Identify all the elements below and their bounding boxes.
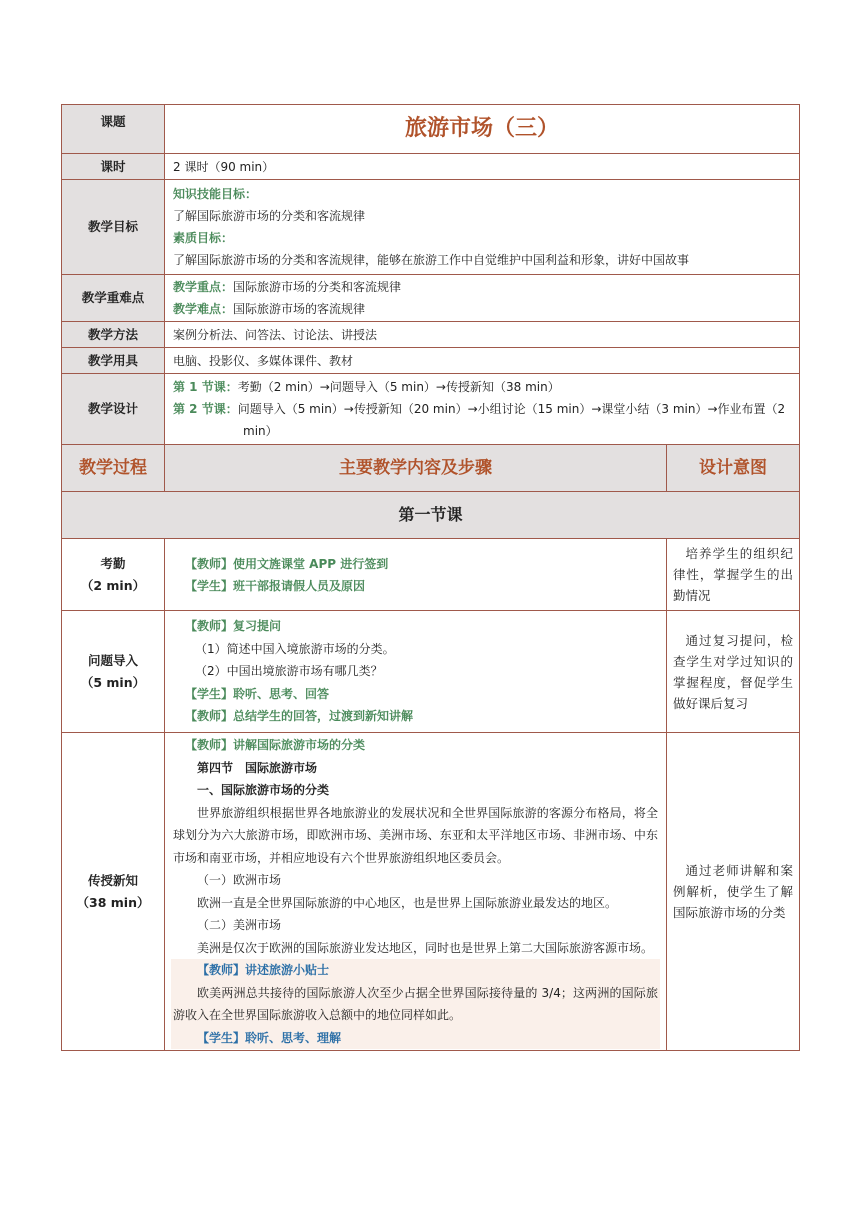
intro-time: （5 min）	[80, 674, 146, 690]
intro-line4: 【学生】聆听、思考、回答	[185, 686, 330, 701]
hours-label: 课时	[62, 154, 165, 180]
objectives-cell	[165, 180, 800, 275]
teach-h2: （二）美洲市场	[197, 918, 282, 932]
difficult-label: 教学难点：	[173, 302, 234, 316]
teach-label-cell	[62, 733, 165, 1051]
travel-tip-box	[171, 959, 660, 1049]
section-title: 第一节课	[62, 492, 800, 539]
key-text: 国际旅游市场的分类和客流规律	[233, 280, 402, 294]
intro-intent: 通过复习提问，检查学生对学过知识的掌握程度，督促学生做好课后复习	[666, 611, 799, 733]
difficult-text: 国际旅游市场的客流规律	[233, 302, 366, 316]
design-label: 教学设计	[62, 374, 165, 445]
intro-q2: （2）中国出境旅游市场有哪几类？	[195, 664, 383, 679]
tip-text: 欧美两洲总共接待的国际旅游人次至少占据全世界国际接待量的 3/4；这两洲的国际旅游收入在全世界国际旅游收入总额中的地位同样如此。	[173, 985, 658, 1022]
objectives-label: 教学目标	[62, 180, 165, 275]
knowledge-label: 知识技能目标：	[173, 187, 258, 201]
teach-line1: 【教师】讲解国际旅游市场的分类	[185, 738, 366, 752]
teach-para2: 欧洲一直是全世界国际旅游的中心地区，也是世界上国际旅游业最发达的地区。	[197, 895, 618, 910]
topic-label: 课题	[62, 105, 165, 154]
intro-content	[165, 611, 667, 733]
teach-content	[165, 733, 667, 1051]
keypoints-label: 教学重难点	[62, 275, 165, 322]
teach-label: 传授新知	[87, 872, 138, 888]
design1-label: 第 1 节课：	[173, 380, 238, 394]
lesson-plan-table	[61, 104, 800, 1051]
attendance-time: （2 min）	[80, 577, 146, 593]
tools-label: 教学用具	[62, 348, 165, 374]
intro-line5: 【教师】总结学生的回答，过渡到新知讲解	[185, 709, 414, 724]
attendance-line1: 【教师】使用文旌课堂 APP 进行签到	[185, 556, 389, 571]
attendance-label-cell	[62, 539, 165, 611]
teach-intent: 通过老师讲解和案例解析，使学生了解国际旅游市场的分类	[666, 733, 799, 1051]
keypoints-cell	[165, 275, 800, 322]
lesson-title: 旅游市场（三）	[165, 105, 800, 154]
teach-para1: 世界旅游组织根据世界各地旅游业的发展状况和全世界国际旅游的客源分布格局，将全球划分为六大旅游市场，即欧洲市场、美洲市场、东亚和太平洋地区市场、非洲市场、中东市场和南亚市场，并相应地设有六个世界旅游组织地区委员会。	[173, 805, 658, 865]
intro-line1: 【教师】复习提问	[185, 619, 282, 634]
teach-sub1: 一、国际旅游市场的分类	[197, 783, 330, 797]
attendance-content	[165, 539, 667, 611]
attendance-line2: 【学生】班干部报请假人员及原因	[185, 578, 366, 593]
intro-label-cell	[62, 611, 165, 733]
design-cell	[165, 374, 800, 445]
quality-label: 素质目标：	[173, 231, 234, 245]
attendance-intent: 培养学生的组织纪律性，掌握学生的出勤情况	[666, 539, 799, 611]
design1-text: 考勤（2 min）→问题导入（5 min）→传授新知（38 min）	[237, 380, 560, 394]
header-process: 教学过程	[62, 445, 165, 492]
teach-student: 【学生】聆听、思考、理解	[197, 1030, 342, 1045]
knowledge-text: 了解国际旅游市场的分类和客流规律	[173, 209, 366, 223]
header-content: 主要教学内容及步骤	[165, 445, 667, 492]
tools-value: 电脑、投影仪、多媒体课件、教材	[165, 348, 800, 374]
tip-title: 【教师】讲述旅游小贴士	[197, 963, 330, 977]
teach-section: 第四节 国际旅游市场	[197, 760, 318, 775]
teach-para3: 美洲是仅次于欧洲的国际旅游业发达地区，同时也是世界上第二大国际旅游客源市场。	[197, 940, 654, 955]
key-label: 教学重点：	[173, 280, 234, 294]
header-intent: 设计意图	[666, 445, 799, 492]
teach-h1: （一）欧洲市场	[197, 873, 282, 887]
hours-value: 2 课时（90 min）	[165, 154, 800, 180]
teach-time: （38 min）	[76, 894, 150, 910]
design2-label: 第 2 节课：	[173, 402, 238, 416]
quality-text: 了解国际旅游市场的分类和客流规律，能够在旅游工作中自觉维护中国利益和形象，讲好中国故事	[173, 253, 690, 267]
intro-q1: （1）简述中国入境旅游市场的分类。	[195, 641, 395, 656]
attendance-label: 考勤	[100, 555, 126, 571]
design2-text: 问题导入（5 min）→传授新知（20 min）→小组讨论（15 min）→课堂小结（3 min）→作业布置（2 min）	[237, 402, 786, 438]
intro-label: 问题导入	[87, 652, 138, 668]
methods-label: 教学方法	[62, 322, 165, 348]
methods-value: 案例分析法、问答法、讨论法、讲授法	[165, 322, 800, 348]
